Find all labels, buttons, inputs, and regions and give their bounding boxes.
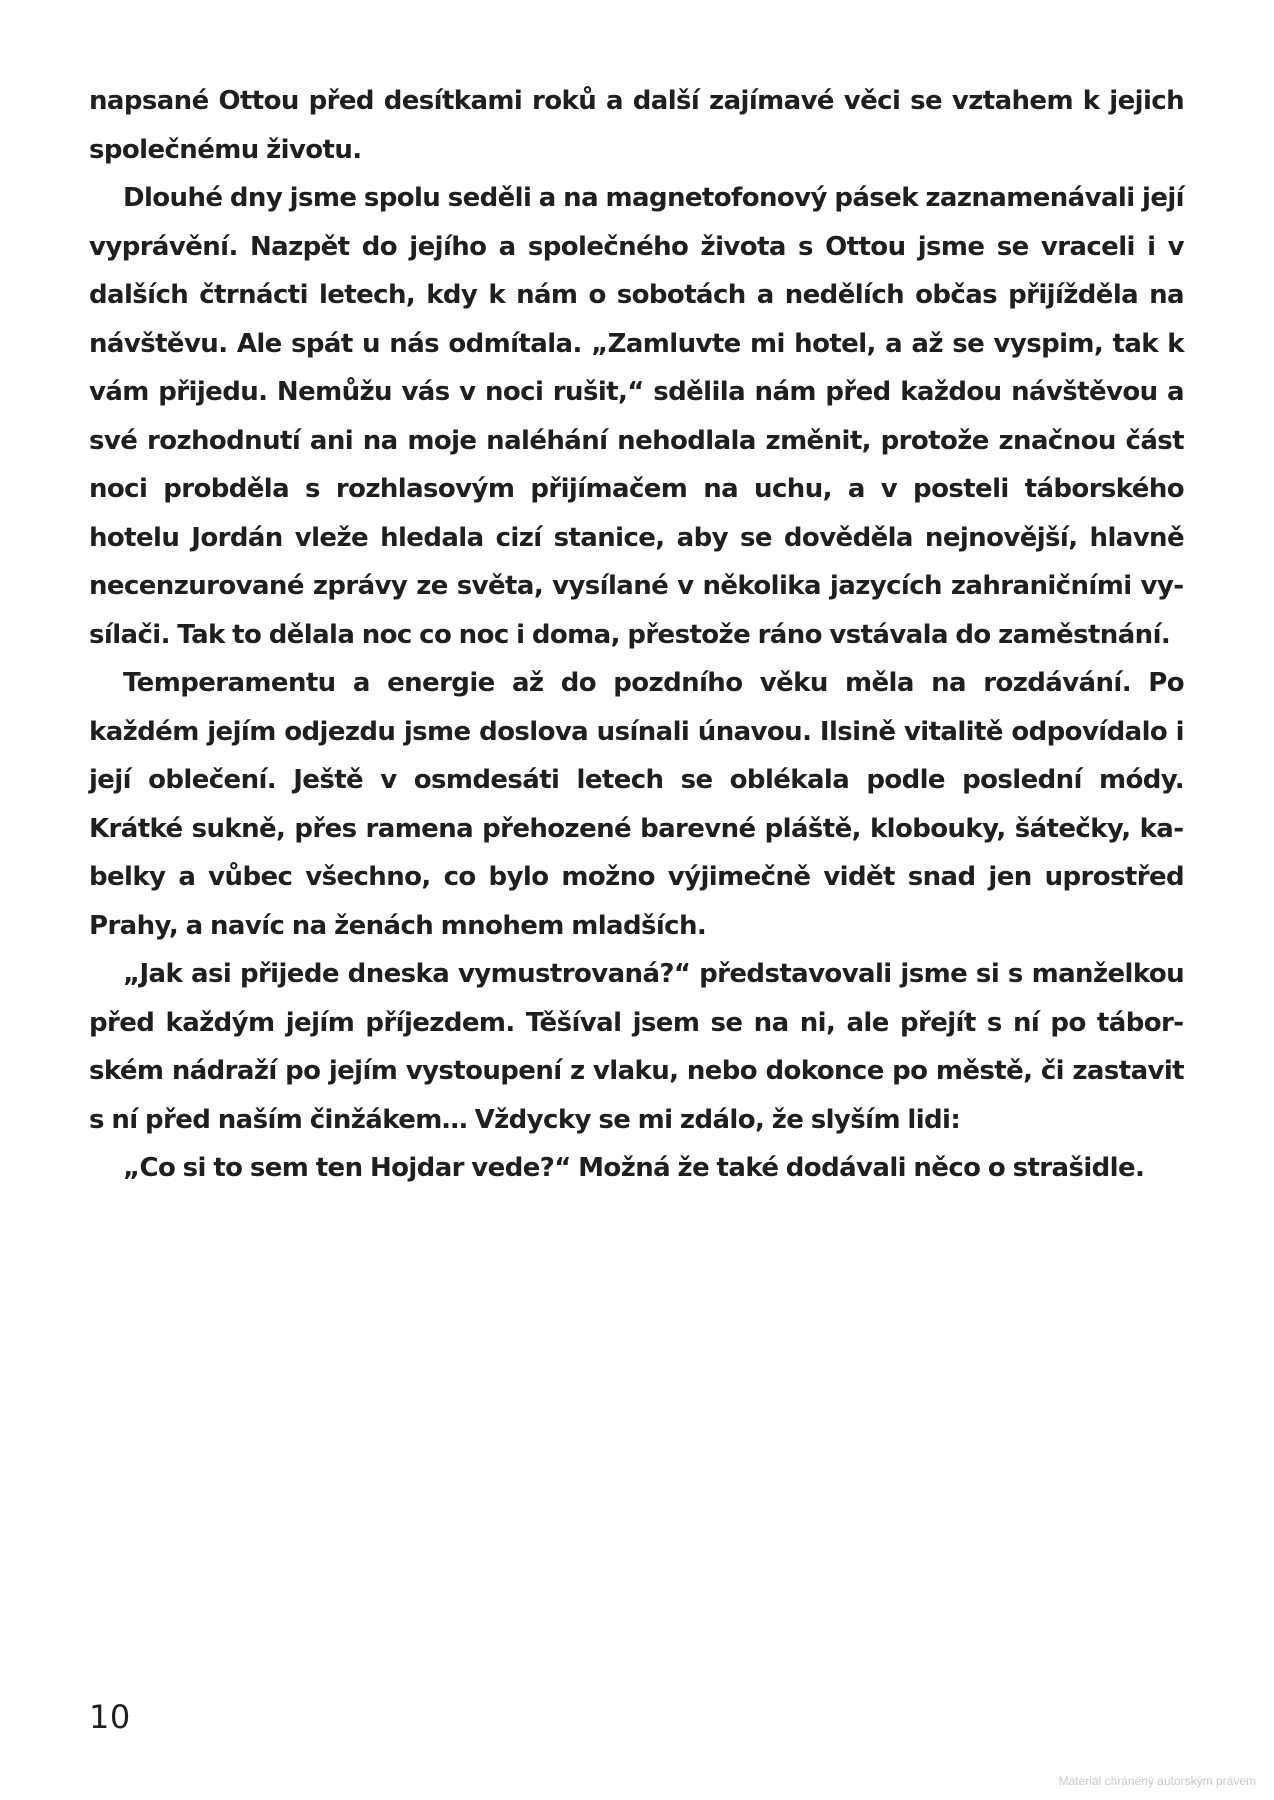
paragraph-4: „Jak asi přijede dneska vymustrovaná?“ představovali jsme si s manželkou před každým jejím příjezdem. Těšíval jsem se na ni, ale přejít s ní po táborském nádraží po jejím vystoupení z vlaku, nebo dokonce po městě, či zastavit s ní před naším činžákem… Vždycky se mi zdálo, že slyším lidi:: [89, 959, 1184, 1135]
body-text: [89, 77, 1184, 1193]
paragraph-5: „Co si to sem ten Hojdar vede?“ Možná že také dodávali něco o strašidle.: [123, 1153, 1145, 1183]
paragraph-3: Temperamentu a energie až do pozdního věku měla na rozdávání. Po každém jejím odjezdu jsme doslova usínali únavou. Ilsině vitalitě odpovídalo i její oblečení. Ještě v osmdesáti letech se oblékala podle poslední módy. Krátké sukně, přes ramena přehozené barevné pláště, klobouky, šátečky, kabelky a vůbec všechno, co bylo možno výjimečně vidět snad jen uprostřed Prahy, a navíc na ženách mnohem mladších.: [89, 668, 1184, 941]
paragraph-2: Dlouhé dny jsme spolu seděli a na magnetofonový pásek zaznamenávali její vyprávění. Nazpět do jejího a společného života s Ottou jsme se vraceli i v dalších čtrnácti letech, kdy k nám o sobotách a nedělích občas přijížděla na návštěvu. Ale spát u nás odmítala. „Zamluvte mi hotel, a až se vyspim, tak k vám přijedu. Nemůžu vás v noci rušit,“ sdělila nám před každou návštěvou a své rozhodnutí ani na moje naléhání nehodlala změnit, protože značnou část noci probděla s rozhlasovým přijímačem na uchu, a v posteli táborského hotelu Jordán vleže hledala cizí stanice, aby se dověděla nejnovější, hlavně necenzurované zprávy ze světa, vysílané v několika jazycích zahraničními vysílači. Tak to dělala noc co noc i doma, přestože ráno vstávala do zaměstnání.: [89, 183, 1184, 650]
paragraph-1: napsané Ottou před desítkami roků a další zajímavé věci se vztahem k jejich společnému životu.: [89, 86, 1184, 165]
page-number: 10: [89, 1698, 131, 1736]
copyright-watermark: Materiál chráněný autorským právem: [1058, 1774, 1256, 1788]
